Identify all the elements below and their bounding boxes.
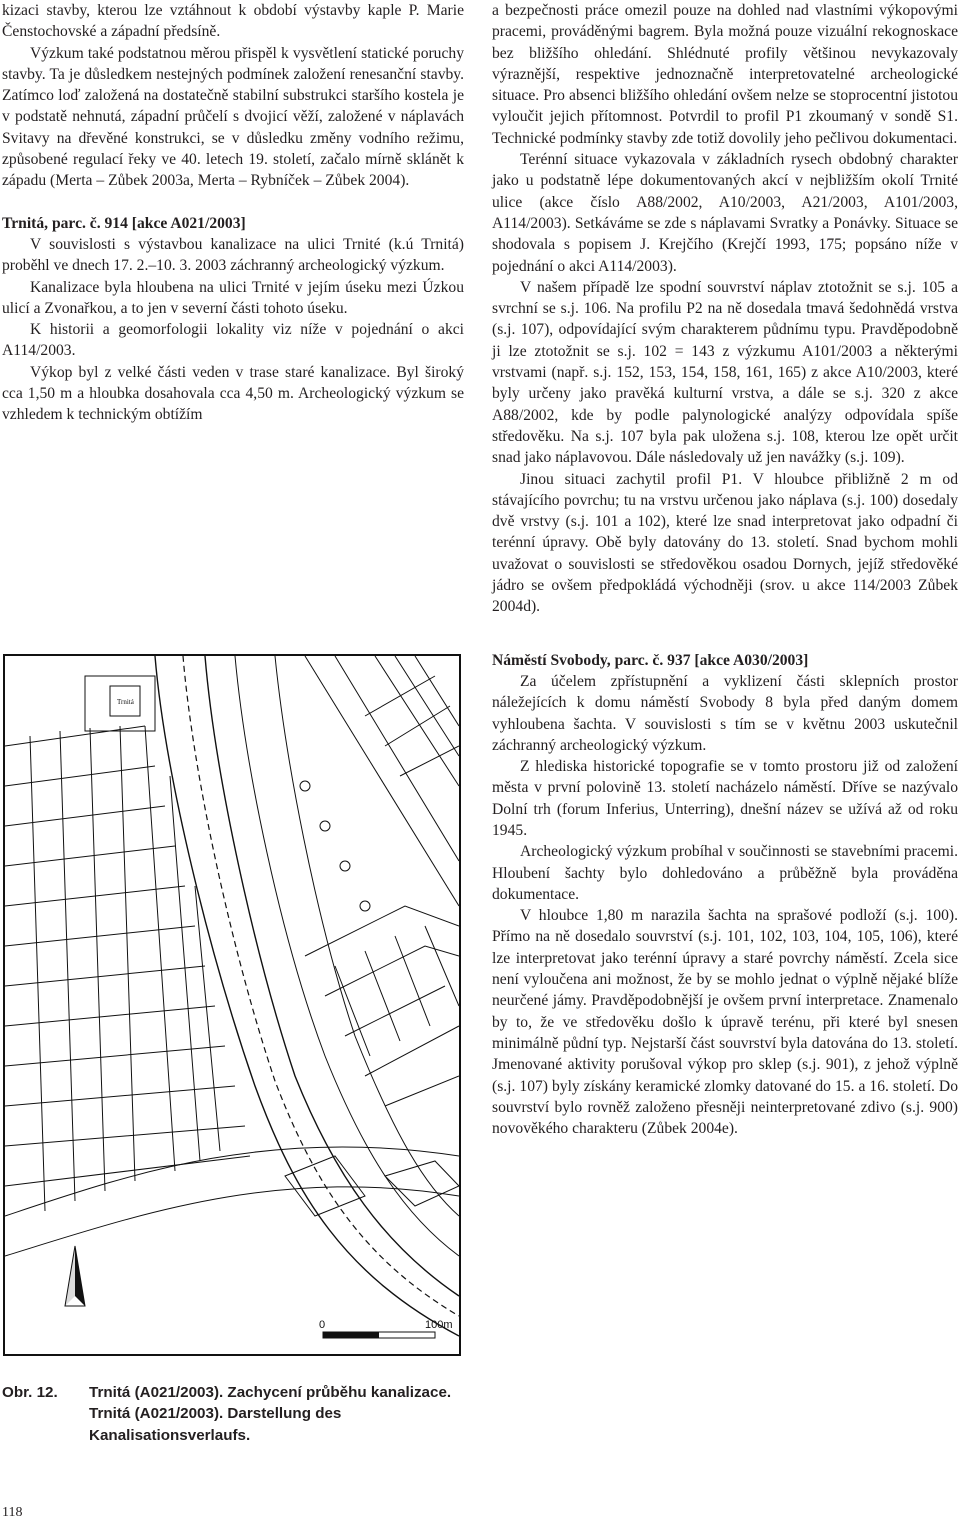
- paragraph: Z hlediska historické topografie se v tomto prostoru již od založení města v první polovině 13. století nacházelo náměstí. Dříve se nazývalo Dolní trh (forum Inferius, Unterring), dnešní název se užívá až od roku 1945.: [492, 758, 958, 839]
- scale-bar: [323, 1332, 435, 1338]
- paragraph: a bezpečnosti práce omezil pouze na dohled nad vlastními výkopovými pracemi, prováděnými bagrem. Byla možná pouze vizuální rekognoskace bez bližšího ohledání. Shlédnuté profily většinou nevykazovaly výraznější, respektive jednoznačně interpretovatelné archeologické situace. Pro absenci bližšího ohledání ovšem nelze se stoprocentní jistotou vyloučit jejich přítomnost. Potvrdil to profil P1 zkoumaný v sondě S1. Technické podmínky stavby zde totiž dovolily jeho pečlivou dokumentaci.: [492, 2, 958, 147]
- paragraph: Terénní situace vykazovala v základních rysech obdobný charakter jako u podstatně lépe dokumentovaných akcí v nejbližším okolí Trnité ulice (akce číslo A88/2002, A10/2003, A21/2003, A101/2003, A114/2003). Setkáváme se zde s náplavami Svratky a Ponávky. Situace se shodovala s popisem J. Krejčího (Krejčí 1993, 175; popsáno níže v pojednání o akci A114/2003).: [492, 151, 958, 275]
- paragraph: kizaci stavby, kterou lze vztáhnout k období výstavby kaple P. Marie Čenstochovské a západní předsíně.: [2, 2, 464, 41]
- figure-label: Obr. 12.: [2, 1384, 58, 1401]
- scale-end-label: 100m: [425, 1319, 453, 1331]
- paragraph: K historii a geomorfologii lokality viz níže v pojednání o akci A114/2003.: [2, 321, 464, 360]
- paragraph: Za účelem zpřístupnění a vyklizení části sklepních prostor náležejících k domu náměstí Svobody 8 byla před daným domem vyhloubena šachta. V souvislosti s tím se v květnu 2003 uskutečnil záchranný archeologický výzkum.: [492, 672, 958, 754]
- paragraph: Jinou situaci zachytil profil P1. V hloubce přibližně 2 m od stávajícího povrchu; tu na vrstvu určenou jako náplava (s.j. 100) dosedaly dvě vrstvy (s.j. 101 a 102), které lze snad interpretovat jako odpadní či terénní úpravy. Obě byly datovány do 13. století. Snad bychom mohli uvažovat o souvislosti se středověkou osadou Dornych, jejíž středověké jádro se ovšem předpokládá východněji (srov. u akce 114/2003 Zůbek 2004d).: [492, 470, 958, 616]
- cadastral-map-drawing: [5, 656, 459, 1354]
- paragraph: Kanalizace byla hloubena na ulici Trnité v jejím úseku mezi Úzkou ulicí a Zvonařkou, a to jen v severní části tohoto úseku.: [2, 278, 464, 317]
- paragraph: V hloubce 1,80 m narazila šachta na sprašové podloží (s.j. 100). Přímo na ně dosedalo souvrství (s.j. 101, 102, 103, 104, 105, 106), které lze interpretovat jako terénní úpravy a staré povrchy náměstí. Zcela sice není vyloučena ani možnost, že by se mohlo jednat o výplně nějaké blíže neurčené jámy. Pravděpodobnější je ovšem první interpretace. Znamenalo by to, že ve středověku došlo k úpravě terénu, při které byl snesen minimálně půdní typ. Nejstarší část souvrství byla datována do 13. století. Jmenované aktivity porušoval výkop pro sklep (s.j. 901), z jehož výplně (s.j. 107) byly získány keramické zlomky datované do 15. a 16. století. Do souvrství bylo rovněž založeno přesněji neinterpretované zdivo (s.j. 900) novověkého charakteru (Zůbek 2004e).: [492, 907, 958, 1138]
- paragraph: Výkop byl z velké části veden v trase staré kanalizace. Byl široký cca 1,50 m a hloubka dosahovala cca 4,50 m. Archeologický výzkum se vzhledem k technickým obtížím: [2, 363, 464, 424]
- caption-czech: Trnitá (A021/2003). Zachycení průběhu kanalizace.: [89, 1384, 452, 1401]
- page-number: 118: [2, 1505, 23, 1520]
- map-street-label: Trnitá: [117, 698, 134, 706]
- right-column: [492, 0, 958, 1139]
- north-arrow-icon: [65, 1246, 85, 1306]
- caption-german: Trnitá (A021/2003). Darstellung des Kanalisationsverlaufs.: [89, 1405, 342, 1444]
- scale-start-label: 0: [319, 1319, 326, 1331]
- site-map: [3, 654, 461, 1356]
- paragraph: V souvislosti s výstavbou kanalizace na ulici Trnité (k.ú Trnitá) proběhl ve dnech 17. 2.–10. 3. 2003 záchranný archeologický výzkum.: [2, 235, 464, 275]
- paragraph: V našem případě lze spodní souvrství náplav ztotožnit se s.j. 105 a svrchní se s.j. 106. Na profilu P2 na ně dosedala tmavá šedohnědá vrstva (s.j. 107), odpovídající svým charakterem půdnímu typu. Pravděpodobně ji lze ztotožnit se s.j. 102 = 143 z výzkumu A101/2003 a některými vrstvami (např. s.j. 152, 153, 154, 158, 161, 165) z akce A10/2003, které byly určeny jako pravěká kulturní vrstva, a dále se s.j. 320 z akce A88/2002, kde by podle palynologické analýzy odpovídala spíše středověku. Na s.j. 107 byla pak uložena s.j. 108, kterou lze opět určit snad jako náplavovou. Dále následovaly už jen navážky (s.j. 109).: [492, 278, 958, 467]
- paragraph: Archeologický výzkum probíhal v součinnosti se stavebními pracemi. Hloubení šachty bylo dohledováno a průběžně byla prováděna dokumentace.: [492, 843, 958, 903]
- paragraph: Výzkum také podstatnou měrou přispěl k vysvětlení statické poruchy stavby. Ta je důsledkem nestejných podmínek založení renesanční stavby. Zatímco loď založená na dostatečně stabilní substrukci staršího kostela je v podstatě nehnutá, západní průčelí s dvojicí věží, založené v náplavách Svitavy na dřevěné konstrukci, se v důsledku změny vodního režimu, způsobené regulací řeky ve 40. letech 19. století, začalo mírně sklánět k západu (Merta – Zůbek 2003a, Merta – Rybníček – Zůbek 2004).: [2, 44, 464, 190]
- section-heading: Trnitá, parc. č. 914 [akce A021/2003]: [2, 214, 246, 232]
- left-column: [2, 0, 464, 426]
- section-heading: Náměstí Svobody, parc. č. 937 [akce A030/2003]: [492, 651, 809, 669]
